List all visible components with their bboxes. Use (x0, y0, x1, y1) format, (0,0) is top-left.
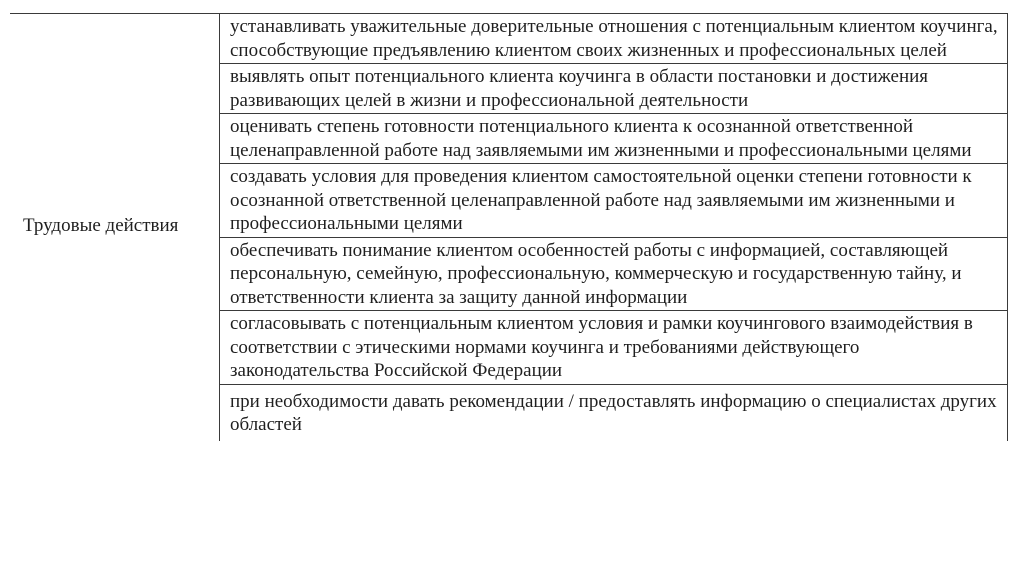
action-cell: оценивать степень готовности потенциального клиента к осознанной ответственной целенаправленной работе над заявляемыми им жизненными и профессиональными целями (220, 114, 1008, 164)
action-cell: при необходимости давать рекомендации / предоставлять информацию о специалистах других областей (220, 384, 1008, 441)
labor-actions-label: Трудовые действия (23, 214, 179, 236)
action-cell: выявлять опыт потенциального клиента коучинга в области постановки и достижения развивающих целей в жизни и профессиональной деятельности (220, 64, 1008, 114)
action-cell: создавать условия для проведения клиентом самостоятельной оценки степени готовности к осознанной ответственной целенаправленной работе над заявляемыми им жизненными и профессиональными целями (220, 164, 1008, 238)
table-row (10, 14, 1008, 64)
label-cell (10, 14, 220, 441)
action-cell: согласовывать с потенциальным клиентом условия и рамки коучингового взаимодействия в соответствии с этическими нормами коучинга и требованиями действующего законодательства Российской Федерации (220, 311, 1008, 385)
labor-actions-table (10, 13, 1008, 441)
action-cell: устанавливать уважительные доверительные отношения с потенциальным клиентом коучинга, способствующие предъявлению клиентом своих жизненных и профессиональных целей (220, 14, 1008, 64)
action-cell: обеспечивать понимание клиентом особенностей работы с информацией, составляющей персональную, семейную, профессиональную, коммерческую и государственную тайну, и ответственности клиента за защиту данной информации (220, 237, 1008, 311)
